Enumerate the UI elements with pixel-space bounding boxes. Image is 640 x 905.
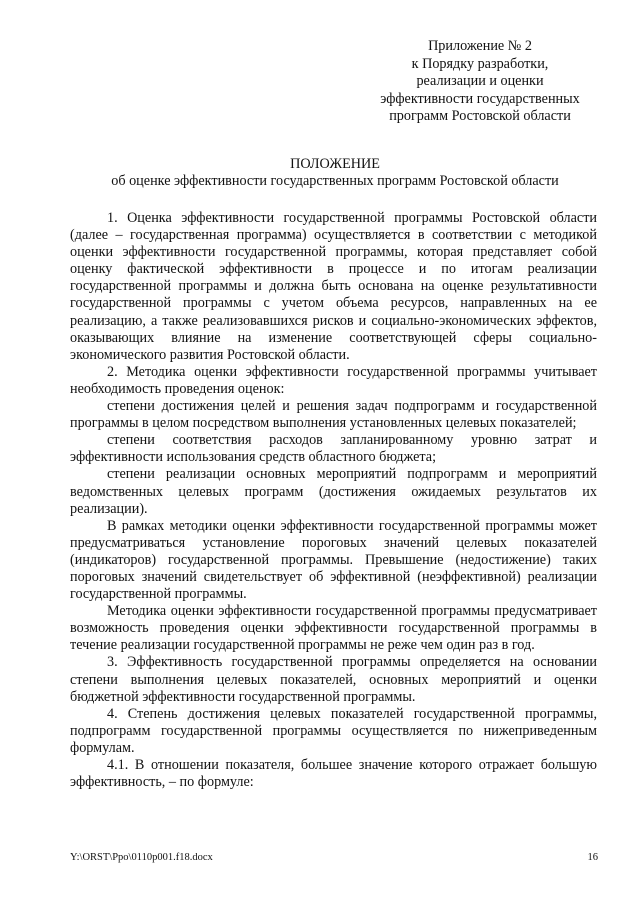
document-body	[70, 210, 597, 791]
paragraph: 4. Степень достижения целевых показателей государственной программы, подпрограмм государственной программы осуществляется по нижеприведенным формулам.	[70, 705, 597, 756]
paragraph: 2. Методика оценки эффективности государственной программы учитывает необходимость проведения оценок:	[70, 363, 597, 397]
paragraph: 3. Эффективность государственной программы определяется на основании степени выполнения целевых показателей, основных мероприятий и оценки бюджетной эффективности государственной программы.	[70, 654, 597, 705]
paragraph: В рамках методики оценки эффективности государственной программы может предусматриваться установление пороговых значений целевых показателей (индикаторов) государственной программы. Превышение (недостижение) таких пороговых значений свидетельствует об эффективной (неэффективной) реализации государственной программы.	[70, 517, 597, 603]
paragraph: степени реализации основных мероприятий подпрограмм и мероприятий ведомственных целевых программ (достижения ожидаемых результатов их реализации).	[70, 466, 597, 517]
paragraph: 1. Оценка эффективности государственной программы Ростовской области (далее – государственная программа) осуществляется в соответствии с методикой оценки эффективности государственной программы, которая представляет собой оценку фактической эффективности в процессе и по итогам реализации государственной программы и должна быть основана на оценке результативности государственной программы с учетом объема ресурсов, направленных на ее реализацию, а также реализовавшихся рисков и социально-экономических эффектов, оказывающих влияние на изменение соответствующей сферы социально-экономического развития Ростовской области.	[70, 210, 597, 363]
title-subheading: об оценке эффективности государственных программ Ростовской области	[111, 173, 559, 189]
paragraph: степени достижения целей и решения задач подпрограмм и государственной программы в целом посредством выполнения установленных целевых показателей;	[70, 398, 597, 432]
file-path: Y:\ORST\Ppo\0110p001.f18.docx	[70, 852, 213, 863]
appendix-line: Приложение № 2	[428, 38, 532, 54]
document-title	[70, 156, 600, 190]
paragraph: степени соответствия расходов запланированному уровню затрат и эффективности использования средств областного бюджета;	[70, 432, 597, 466]
appendix-line: реализации и оценки	[416, 73, 544, 89]
appendix-line: к Порядку разработки,	[411, 55, 549, 72]
appendix-note	[360, 38, 600, 126]
page-number: 16	[587, 852, 598, 863]
page-footer	[70, 852, 598, 864]
paragraph: Методика оценки эффективности государственной программы предусматривает возможность проведения оценки эффективности государственной программы в течение реализации государственной программы не реже чем один раз в год.	[70, 603, 597, 654]
appendix-line: эффективности государственных	[380, 90, 580, 107]
title-heading: ПОЛОЖЕНИЕ	[290, 156, 380, 172]
paragraph: 4.1. В отношении показателя, большее значение которого отражает большую эффективность, – по формуле:	[70, 757, 597, 791]
appendix-line: программ Ростовской области	[389, 108, 571, 124]
